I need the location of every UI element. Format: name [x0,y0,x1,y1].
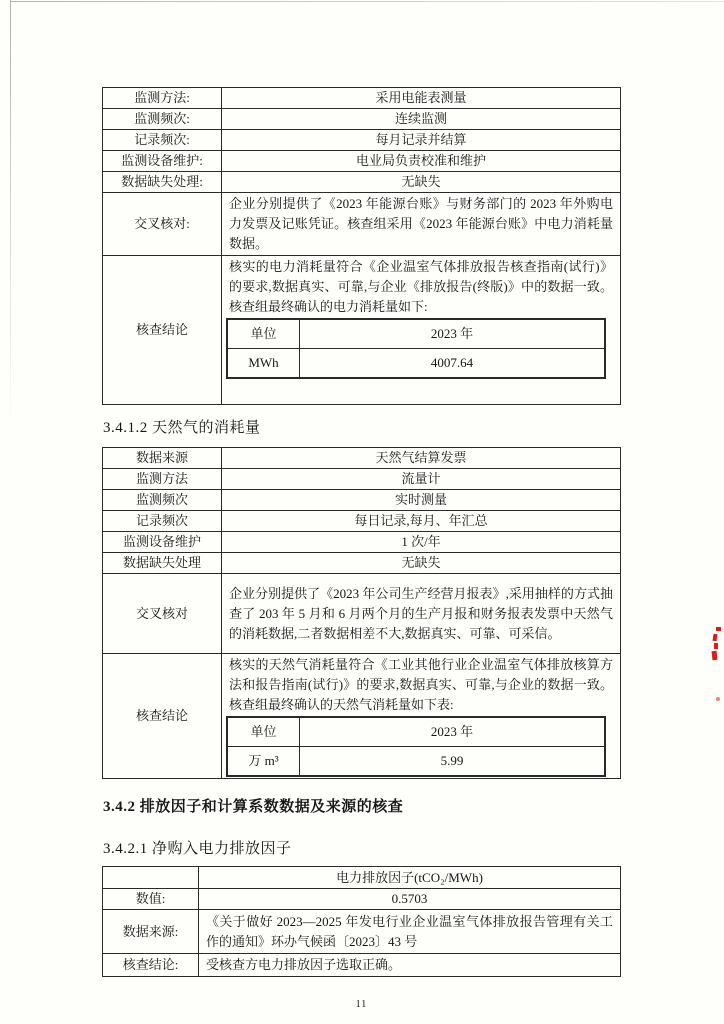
row-label: 监测频次 [103,490,222,511]
value-row [103,889,621,910]
conclusion-row [103,654,621,779]
unit-cell: MWh [228,349,300,378]
table-row [103,511,621,532]
year-header: 2023 年 [300,718,605,747]
table-row [103,172,621,193]
cross-check-text: 企业分别提供了《2023 年能源台账》与财务部门的 2023 年外购电力发票及记账凭证。核查组采用《2023 年能源台账》中电力消耗量数据。 [222,193,621,256]
value-cell: 5.99 [300,747,605,776]
document-content [102,87,621,1010]
row-label: 核查结论 [103,654,222,779]
table-row [228,349,605,378]
value-cell: 4007.64 [300,349,605,378]
row-value: 每日记录,每月、年汇总 [222,511,621,532]
row-value: 天然气结算发票 [222,448,621,469]
red-stamp-dot [716,697,720,701]
cross-check-row [103,193,621,256]
factor-header: 电力排放因子(tCO₂/MWh) [199,867,621,889]
conclusion-cell [222,256,621,405]
section-heading-gas: 3.4.1.2 天然气的消耗量 [103,420,261,436]
cross-check-row [103,574,621,654]
page-number: 11 [355,999,368,1010]
unit-header: 单位 [228,718,300,747]
row-label: 监测设备维护: [103,151,222,172]
red-stamp-mark [716,627,721,631]
table-row [228,718,605,747]
row-value: 无缺失 [222,553,621,574]
row-label: 监测方法: [103,88,222,109]
factor-value: 0.5703 [199,889,621,910]
row-label: 数值: [103,889,199,910]
red-stamp-mark [712,651,718,660]
scan-edge-left [10,0,11,430]
scan-edge-top [10,1,724,2]
table-row [228,747,605,776]
row-label: 记录频次 [103,511,222,532]
row-label: 监测频次: [103,109,222,130]
table-row [228,320,605,349]
row-value: 1 次/年 [222,532,621,553]
row-label: 记录频次: [103,130,222,151]
row-value: 采用电能表测量 [222,88,621,109]
table-row [103,553,621,574]
header-row [103,867,621,889]
row-value: 每月记录并结算 [222,130,621,151]
row-value: 流量计 [222,469,621,490]
row-label: 数据缺失处理 [103,553,222,574]
conclusion-row [103,954,621,977]
conclusion-text: 核实的天然气消耗量符合《工业其他行业企业温室气体排放核算方法和报告指南(试行)》的要求,数据真实、可靠,与企业的数据一致。核查组最终确认的天然气消耗量如下表: [229,657,613,712]
gas-result-table [227,717,605,776]
row-value: 实时测量 [222,490,621,511]
row-label: 数据缺失处理: [103,172,222,193]
section-heading-factors: 3.4.2 排放因子和计算系数数据及来源的核查 [103,799,404,815]
conclusion-text: 核实的电力消耗量符合《企业温室气体排放报告核查指南(试行)》的要求,数据真实、可靠,与企业《排放报告(终版)》中的数据一致。核查组最终确认的电力消耗量如下: [229,259,613,314]
row-label: 监测设备维护 [103,532,222,553]
gas-monitoring-table [102,447,621,779]
table-row [103,469,621,490]
table-row [103,532,621,553]
row-value: 电业局负责校准和维护 [222,151,621,172]
table-row [103,88,621,109]
row-value: 无缺失 [222,172,621,193]
unit-header: 单位 [228,320,300,349]
row-label: 监测方法 [103,469,222,490]
cross-check-text: 企业分别提供了《2023 年公司生产经营月报表》,采用抽样的方式抽查了 203 年 5 月和 6 月两个月的生产月报和财务报表发票中天然气的消耗数据,二者数据相差不大,数据真实、可靠、可采信。 [222,574,621,654]
red-stamp-mark [713,634,718,641]
row-label: 核查结论: [103,954,199,977]
source-text: 《关于做好 2023—2025 年发电行业企业温室气体排放报告管理有关工作的通知》环办气候函〔2023〕43 号 [199,910,621,954]
row-label: 交叉核对 [103,574,222,654]
unit-cell: 万 m³ [228,747,300,776]
conclusion-row [103,256,621,405]
row-label: 数据来源: [103,910,199,954]
red-stamp-mark [714,643,718,649]
conclusion-text: 受核查方电力排放因子选取正确。 [199,954,621,977]
row-label: 交叉核对: [103,193,222,256]
table-row [103,151,621,172]
row-label: 核查结论 [103,256,222,405]
table-row [103,109,621,130]
electricity-monitoring-table [102,87,621,405]
electricity-result-table [227,319,605,378]
row-label: 数据来源 [103,448,222,469]
source-row [103,910,621,954]
table-row [103,448,621,469]
table-row [103,130,621,151]
row-value: 连续监测 [222,109,621,130]
conclusion-cell [222,654,621,779]
subsection-heading-electricity-factor: 3.4.2.1 净购入电力排放因子 [103,841,292,857]
spacer [222,380,620,404]
empty-header-cell [103,867,199,889]
emission-factor-table [102,866,621,977]
table-row [103,490,621,511]
year-header: 2023 年 [300,320,605,349]
